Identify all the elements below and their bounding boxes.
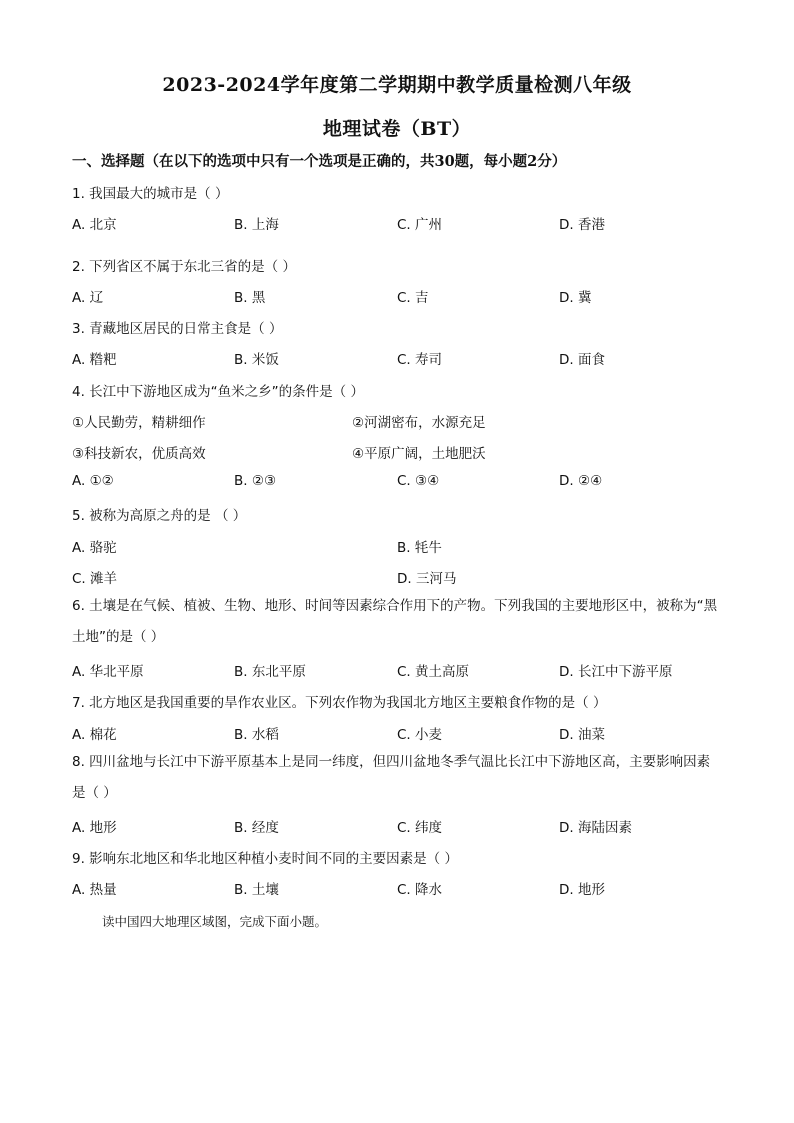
question-3-option-d[interactable]: D. 面食: [559, 352, 605, 368]
question-6-option-d[interactable]: D. 长江中下游平原: [559, 664, 673, 680]
question-4-option-d[interactable]: D. ②④: [559, 473, 603, 489]
question-8-stem: 8. 四川盆地与长江中下游平原基本上是同一纬度，但四川盆地冬季气温比长江中下游地区高，主要影响因素是（ ）: [72, 754, 711, 801]
question-5-option-d[interactable]: D. 三河马: [397, 571, 457, 587]
question-6-option-a[interactable]: A. 华北平原: [72, 664, 144, 680]
question-3-option-c[interactable]: C. 寿司: [397, 352, 443, 368]
question-1-option-a[interactable]: A. 北京: [72, 217, 117, 233]
question-4-option-c[interactable]: C. ③④: [397, 473, 440, 489]
question-4-statement-3: ③科技新农，优质高效: [72, 446, 206, 462]
question-7-option-c[interactable]: C. 小麦: [397, 727, 443, 743]
question-2-option-d[interactable]: D. 冀: [559, 290, 592, 306]
question-3-option-a[interactable]: A. 糌粑: [72, 352, 117, 368]
question-6-option-b[interactable]: B. 东北平原: [234, 664, 306, 680]
question-1-option-c[interactable]: C. 广州: [397, 217, 443, 233]
question-4-statement-2: ②河湖密布，水源充足: [352, 415, 486, 431]
question-4-statement-1: ①人民勤劳，精耕细作: [72, 415, 206, 431]
question-9-option-c[interactable]: C. 降水: [397, 882, 443, 898]
question-7-option-d[interactable]: D. 油菜: [559, 727, 605, 743]
question-2-option-b[interactable]: B. 黑: [234, 290, 266, 306]
exam-title: 2023-2024学年度第二学期期中教学质量检测八年级: [162, 74, 632, 96]
question-2-option-a[interactable]: A. 辽: [72, 290, 104, 306]
question-9-option-d[interactable]: D. 地形: [559, 882, 605, 898]
question-7-option-a[interactable]: A. 棉花: [72, 727, 117, 743]
question-1-stem: 1. 我国最大的城市是（ ）: [72, 186, 229, 202]
question-3-stem: 3. 青藏地区居民的日常主食是（ ）: [72, 321, 283, 337]
section-heading: 一、选择题（在以下的选项中只有一个选项是正确的，共30题，每小题2分）: [72, 153, 567, 170]
question-2-stem: 2. 下列省区不属于东北三省的是（ ）: [72, 259, 296, 275]
question-8-option-b[interactable]: B. 经度: [234, 820, 279, 836]
question-1-option-d[interactable]: D. 香港: [559, 217, 605, 233]
question-8-option-a[interactable]: A. 地形: [72, 820, 117, 836]
map-reading-instruction: 读中国四大地理区域图，完成下面小题。: [102, 914, 328, 929]
exam-subtitle: 地理试卷（BT）: [322, 118, 472, 140]
question-6-stem: 6. 土壤是在气候、植被、生物、地形、时间等因素综合作用下的产物。下列我国的主要地形区中，被称为“黑土地”的是（ ）: [72, 598, 718, 645]
question-5-option-a[interactable]: A. 骆驼: [72, 540, 117, 556]
question-8-option-d[interactable]: D. 海陆因素: [559, 820, 632, 836]
question-9-option-a[interactable]: A. 热量: [72, 882, 117, 898]
question-6-option-c[interactable]: C. 黄土高原: [397, 664, 470, 680]
question-3-option-b[interactable]: B. 米饭: [234, 352, 279, 368]
question-4-option-b[interactable]: B. ②③: [234, 473, 277, 489]
question-5-option-c[interactable]: C. 滩羊: [72, 571, 118, 587]
question-4-statement-4: ④平原广阔，土地肥沃: [352, 446, 486, 462]
question-1-option-b[interactable]: B. 上海: [234, 217, 279, 233]
question-7-option-b[interactable]: B. 水稻: [234, 727, 279, 743]
question-7-stem: 7. 北方地区是我国重要的旱作农业区。下列农作物为我国北方地区主要粮食作物的是（ ）: [72, 695, 607, 711]
question-5-stem: 5. 被称为高原之舟的是 （ ）: [72, 508, 247, 524]
question-5-option-b[interactable]: B. 牦牛: [397, 540, 442, 556]
question-2-option-c[interactable]: C. 吉: [397, 290, 429, 306]
question-9-stem: 9. 影响东北地区和华北地区种植小麦时间不同的主要因素是（ ）: [72, 851, 458, 867]
question-4-option-a[interactable]: A. ①②: [72, 473, 114, 489]
question-9-option-b[interactable]: B. 土壤: [234, 882, 279, 898]
question-4-stem: 4. 长江中下游地区成为“鱼米之乡”的条件是（ ）: [72, 384, 364, 400]
question-8-option-c[interactable]: C. 纬度: [397, 820, 443, 836]
